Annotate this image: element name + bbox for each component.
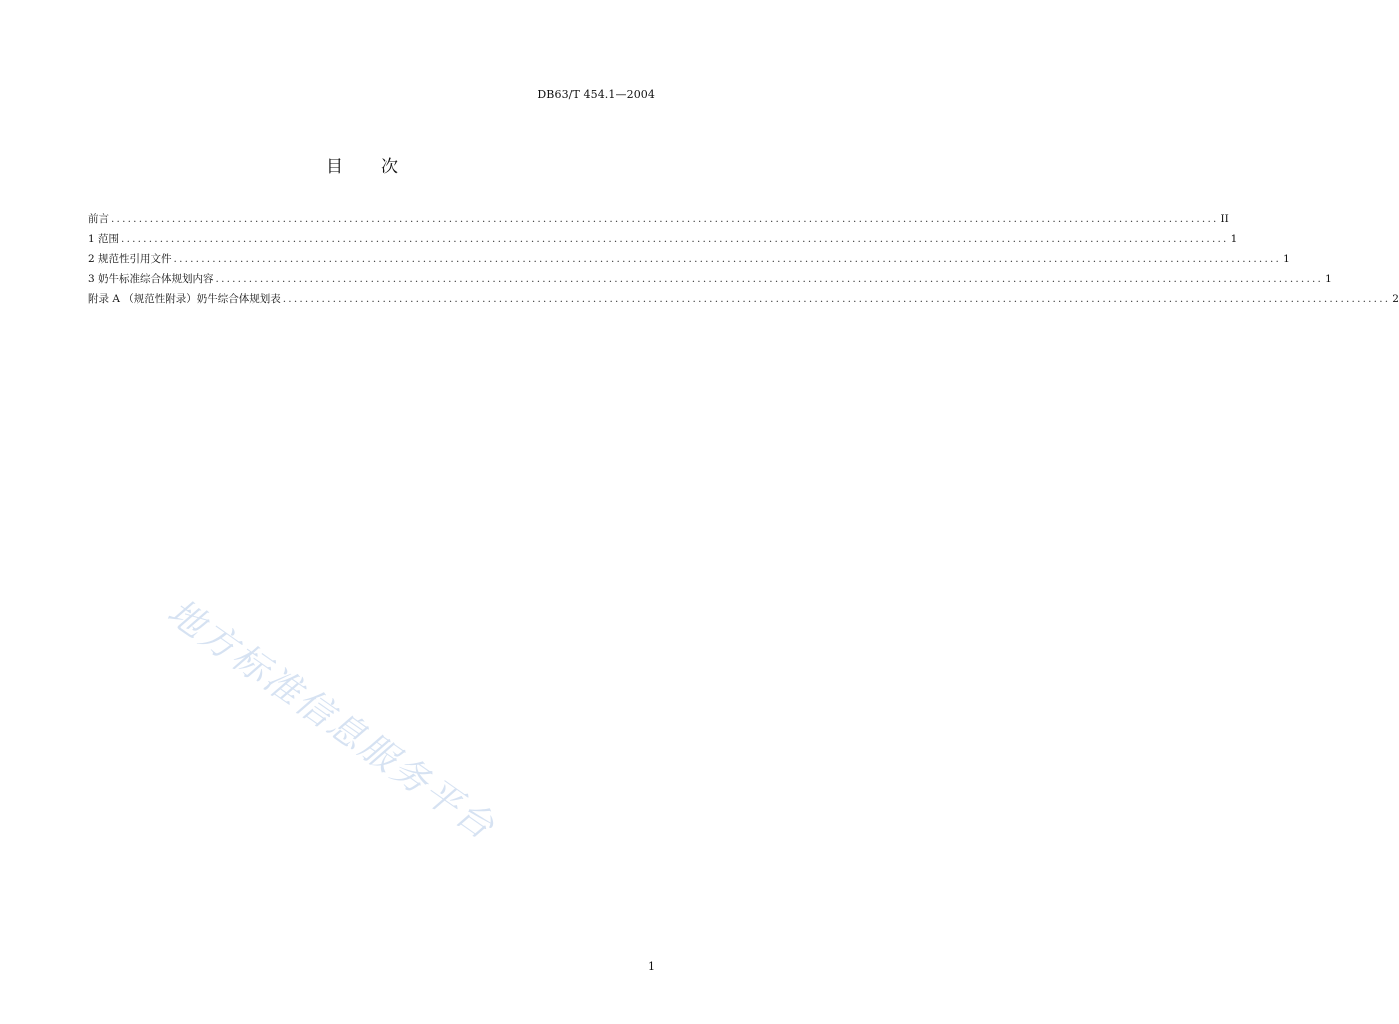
toc-entry-scope[interactable]	[88, 229, 1238, 249]
toc-entry-planning-content[interactable]	[88, 269, 1332, 289]
toc-entry-page: 2	[1392, 293, 1399, 305]
toc-entry-foreword[interactable]	[88, 209, 1229, 229]
toc-entry-appendix-a[interactable]	[88, 289, 1399, 309]
toc-entry-page: II	[1220, 213, 1229, 225]
toc-entry-label: 前言	[88, 213, 109, 225]
toc-entry-label: 1 范围	[88, 233, 120, 245]
toc-title	[0, 152, 724, 177]
toc-entry-label: 2 规范性引用文件	[88, 253, 172, 265]
toc-entry-page: 1	[1325, 273, 1332, 285]
table-of-contents	[88, 209, 1399, 309]
document-code: DB63/T 454.1—2004	[537, 88, 655, 101]
toc-title-char-1: 目	[326, 157, 343, 177]
toc-entry-page: 1	[1230, 233, 1238, 245]
toc-entry-label: 3 奶牛标准综合体规划内容	[88, 273, 214, 285]
toc-dot-leader: ........................................................................................................................................................................................................	[111, 213, 1219, 225]
toc-dot-leader: ........................................................................................................................................................................................................	[282, 293, 1391, 305]
toc-dot-leader: ........................................................................................................................................................................................................	[173, 253, 1282, 265]
toc-title-char-2: 次	[381, 157, 398, 177]
watermark: 地方标准信息服务平台	[159, 591, 503, 849]
toc-entry-label: 附录 A （规范性附录）奶牛综合体规划表	[88, 293, 281, 305]
toc-dot-leader: ........................................................................................................................................................................................................	[121, 233, 1229, 245]
toc-entry-page: 1	[1283, 253, 1290, 265]
toc-entry-normative-references[interactable]	[88, 249, 1290, 269]
toc-dot-leader: ........................................................................................................................................................................................................	[215, 273, 1324, 285]
page-number: 1	[648, 960, 655, 973]
